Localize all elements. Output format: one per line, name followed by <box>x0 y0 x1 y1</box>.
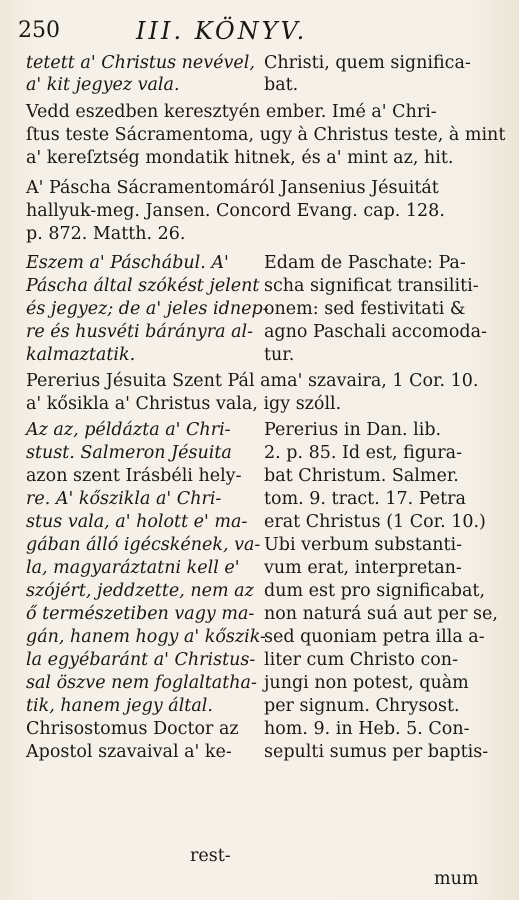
text-line: p. 872. Matth. 26. <box>26 224 186 244</box>
left-column-line: la, magyaráztatni kell e' <box>26 558 240 578</box>
running-title: III. KÖNYV. <box>136 17 308 45</box>
left-column-line: tetett a' Christus nevével, <box>26 53 255 73</box>
left-column-line: ő természetiben vagy ma- <box>26 604 255 624</box>
right-column-line: tom. 9. tract. 17. Petra <box>264 489 466 509</box>
left-column-line: azon szent Irásbéli hely- <box>26 466 242 486</box>
text-line: A' Páscha Sácramentomáról Jansenius Jésuitát <box>26 178 439 198</box>
text-line: a' kereſztség mondatik hitnek, és a' mint az, hit. <box>26 148 454 168</box>
left-column-line: szójért, jeddzette, nem az <box>26 581 254 601</box>
catchword-left: rest- <box>190 846 231 866</box>
right-column-line: agno Paschali accomoda- <box>264 322 487 342</box>
right-column-line: erat Christus (1 Cor. 10.) <box>264 512 486 532</box>
left-column-line: sal öszve nem foglaltatha- <box>26 673 257 693</box>
right-column-line: dum est pro significabat, <box>264 581 486 601</box>
right-column-line: onem: sed festivitati & <box>264 299 466 319</box>
right-column-line: Edam de Paschate: Pa- <box>264 253 466 273</box>
left-column-line: stus vala, a' holott e' ma- <box>26 512 248 532</box>
right-column-line: bat Christum. Salmer. <box>264 466 459 486</box>
left-column-line: re és husvéti bárányra al- <box>26 322 254 342</box>
right-column-line: sed quoniam petra illa a- <box>264 627 485 647</box>
text-line: Pererius Jésuita Szent Pál ama' szavaira, 1 Cor. 10. <box>26 371 479 391</box>
right-column-line: Pererius in Dan. lib. <box>264 420 442 440</box>
right-column-line: hom. 9. in Heb. 5. Con- <box>264 719 470 739</box>
left-column-line: re. A' kőszikla a' Chri- <box>26 489 222 509</box>
right-column-line: 2. p. 85. Id est, figura- <box>264 443 463 463</box>
left-column-line: Eszem a' Páschábul. A' <box>26 253 229 273</box>
right-column-line: Christi, quem significa- <box>264 53 471 73</box>
right-column-line: liter cum Christo con- <box>264 650 458 670</box>
text-line: a' kősikla a' Christus vala, igy szóll. <box>26 394 342 414</box>
catchword-right: mum <box>434 869 479 889</box>
right-column-line: jungi non potest, quàm <box>264 673 469 693</box>
text-line: ſtus teste Sácramentoma, ugy à Christus teste, à mint <box>26 125 506 145</box>
left-column-line: és jegyez; de a' jeles idnep- <box>26 299 269 319</box>
left-column-line: a' kit jegyez vala. <box>26 75 180 95</box>
right-column-line: bat. <box>264 75 299 95</box>
right-column-line: per signum. Chrysost. <box>264 696 460 716</box>
left-column-line: tik, hanem jegy által. <box>26 696 213 716</box>
right-column-line: tur. <box>264 345 295 365</box>
right-column-line: sepulti sumus per baptis- <box>264 742 489 762</box>
left-column-line: Páscha által szókést jelent <box>26 276 260 296</box>
left-column-line: gán, hanem hogy a' kőszik- <box>26 627 266 647</box>
text-line: Vedd eszedben keresztyén ember. Imé a' Chri- <box>26 102 437 122</box>
left-column-line: gában álló igécskének, va- <box>26 535 261 555</box>
left-column-line: Apostol szavaival a' ke- <box>26 742 232 762</box>
right-column-line: Ubi verbum substanti- <box>264 535 463 555</box>
page-number: 250 <box>18 18 60 43</box>
left-column-line: kalmaztatik. <box>26 345 136 365</box>
right-column-line: scha significat transiliti- <box>264 276 479 296</box>
left-column-line: Az az, példázta a' Chri- <box>26 420 231 440</box>
left-column-line: Chrisostomus Doctor az <box>26 719 239 739</box>
left-column-line: stust. Salmeron Jésuita <box>26 443 232 463</box>
right-column-line: vum erat, interpretan- <box>264 558 462 578</box>
text-line: hallyuk-meg. Jansen. Concord Evang. cap. 128. <box>26 201 445 221</box>
right-column-line: non naturá suá aut per se, <box>264 604 498 624</box>
page-header <box>18 16 508 46</box>
left-column-line: la egyébaránt a' Christus- <box>26 650 256 670</box>
